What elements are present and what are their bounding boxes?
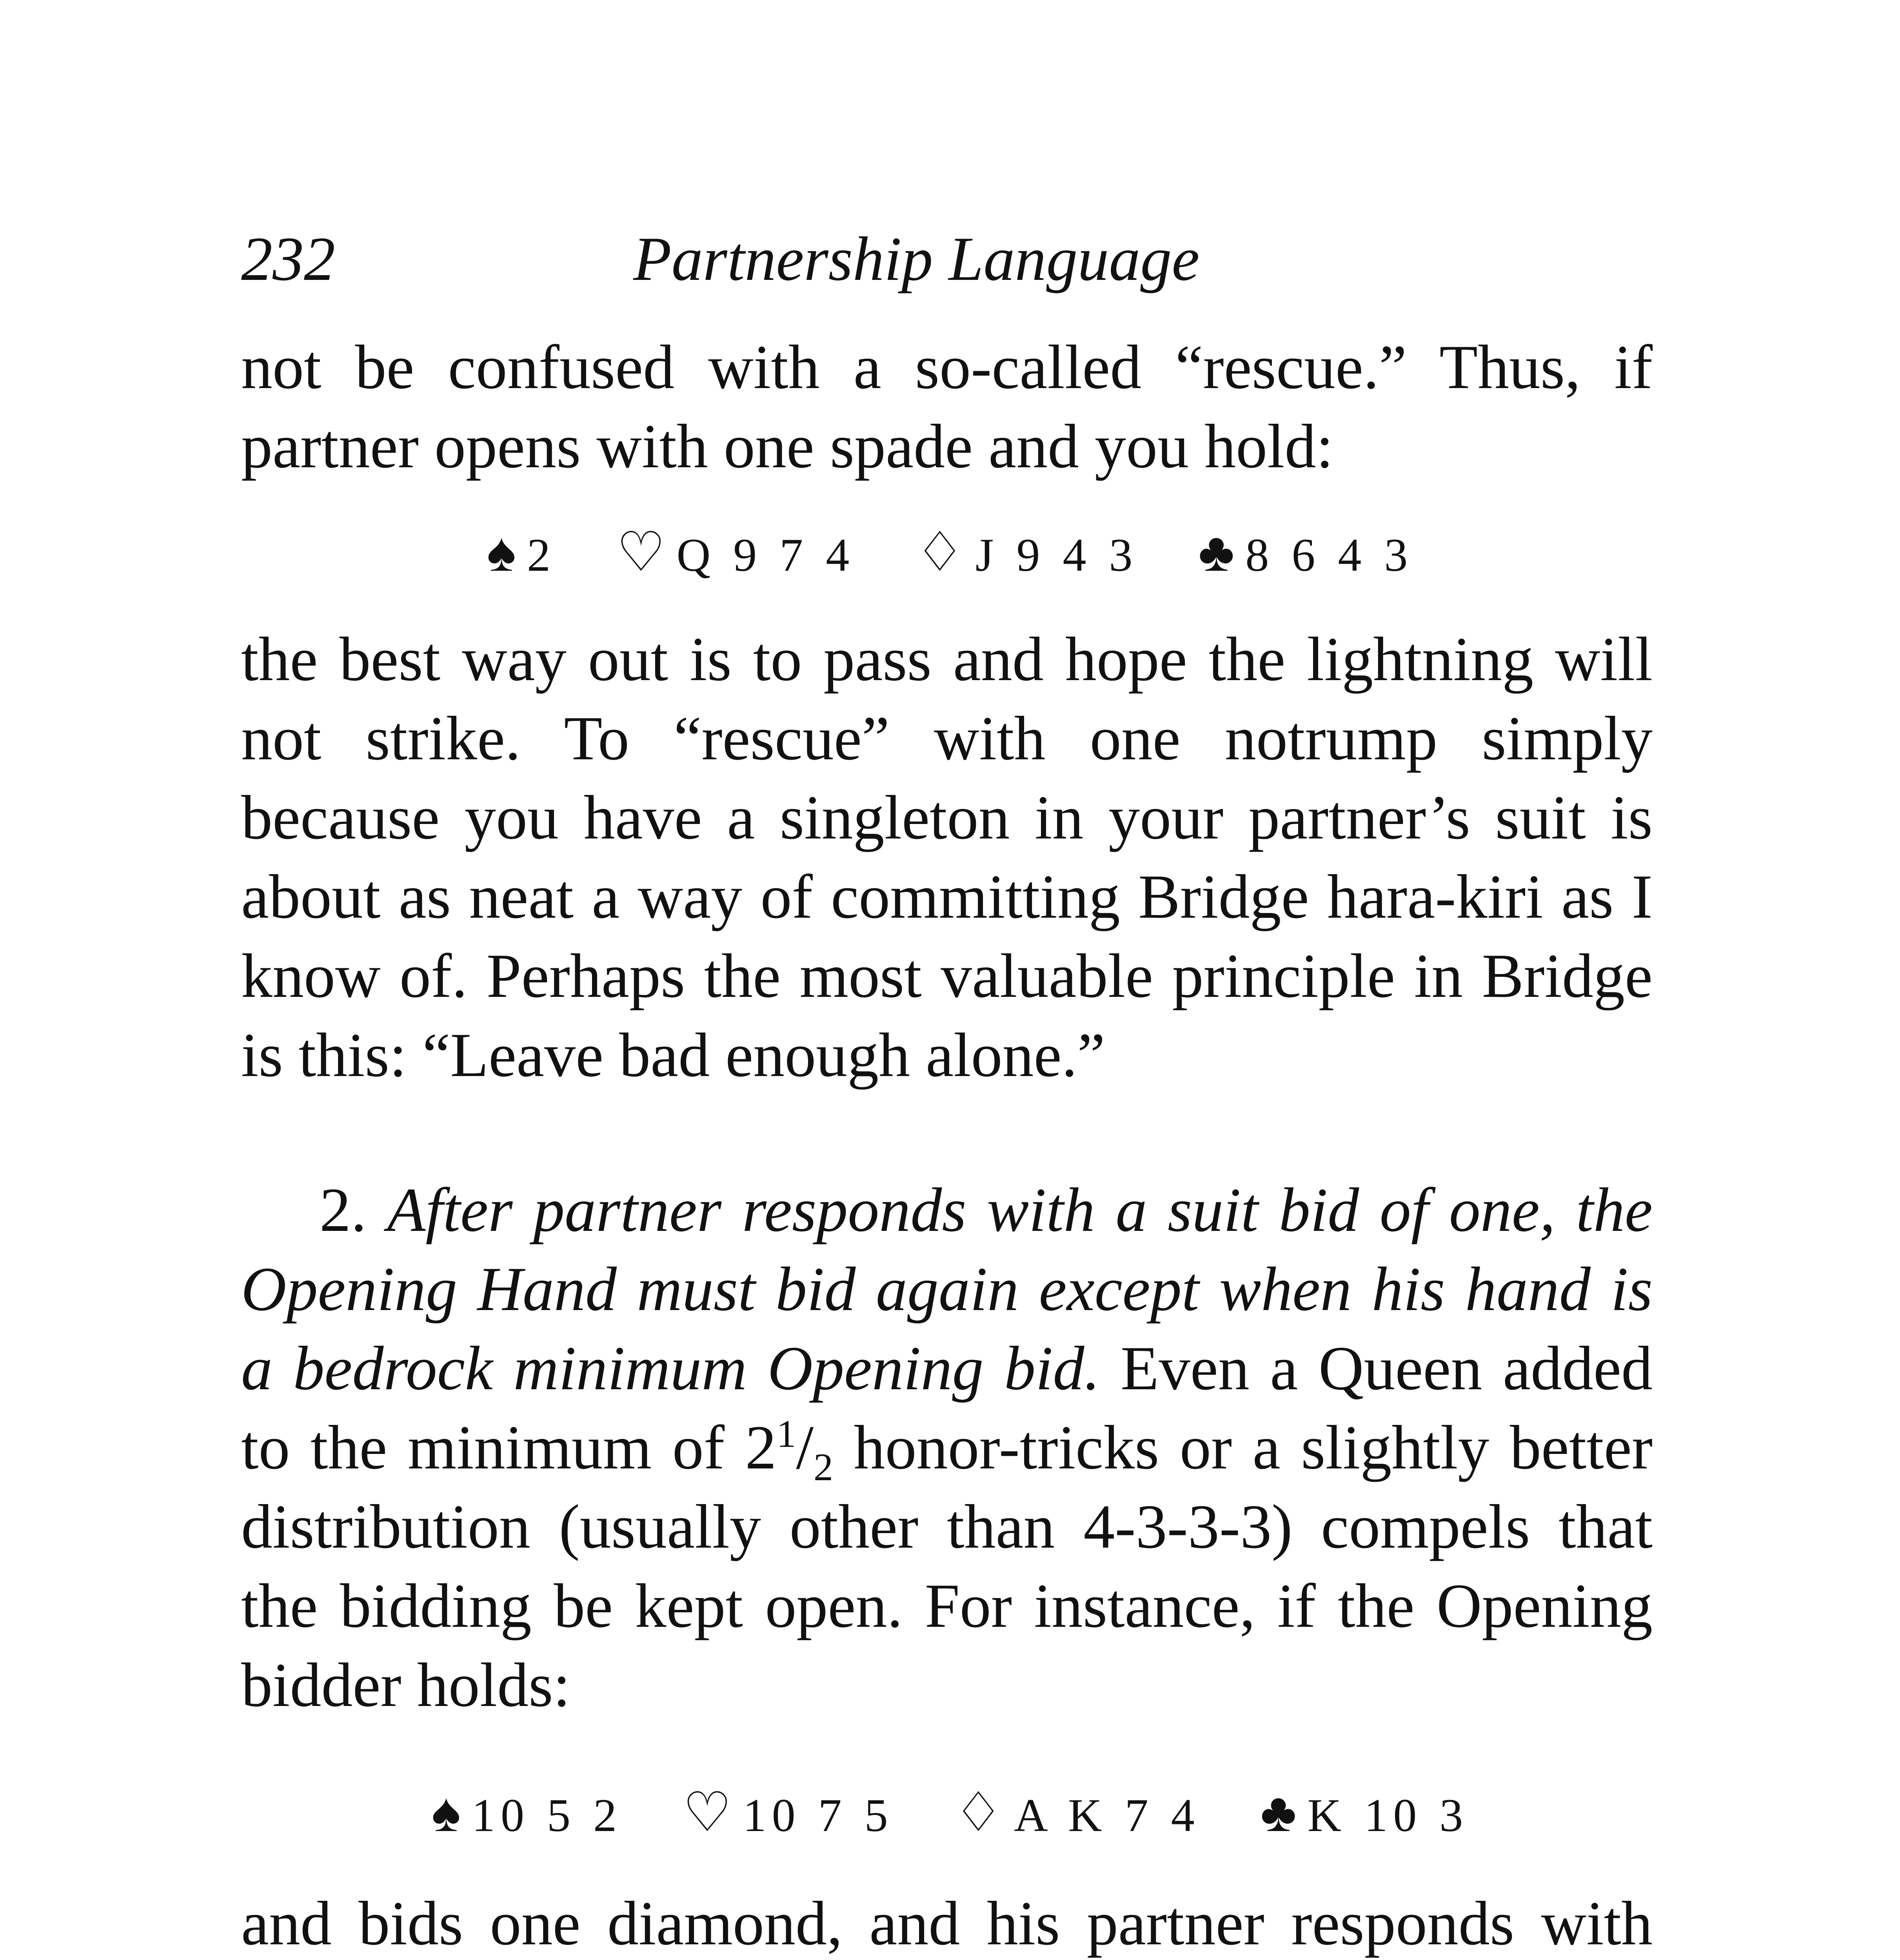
hand-2-clubs: K 10 3 xyxy=(1307,1789,1469,1841)
bridge-hand-1 xyxy=(0,521,1900,586)
fraction-denominator: 2 xyxy=(814,1445,833,1489)
hand-2-diamonds: A K 7 4 xyxy=(1014,1789,1200,1841)
fraction-slash: / xyxy=(796,1412,814,1482)
page-number: 232 xyxy=(241,224,335,294)
hand-2-hearts: 10 7 5 xyxy=(743,1789,894,1841)
hand-1-clubs: 8 6 4 3 xyxy=(1245,529,1413,581)
heart-icon: ♡ xyxy=(616,522,671,583)
hand-2-spades: 10 5 2 xyxy=(472,1789,623,1841)
diamond-icon: ♢ xyxy=(954,1782,1009,1843)
paragraph-1 xyxy=(241,327,1653,486)
paragraph-4 xyxy=(241,1884,1653,1960)
paragraph-3 xyxy=(241,1170,1653,1724)
paragraph-2 xyxy=(241,619,1653,1094)
hand-1-hearts: Q 9 7 4 xyxy=(676,529,855,581)
club-icon: ♣ xyxy=(1260,1782,1302,1843)
diamond-icon: ♢ xyxy=(915,522,970,583)
spade-icon: ♠ xyxy=(431,1782,467,1843)
heart-icon: ♡ xyxy=(683,1782,737,1843)
paragraph-3-text-b: honor-tricks or a slightly better distribution (usually other than 4-3-3-3) compels that the bidding be kept open. For instance, if the Opening bidder holds: xyxy=(241,1412,1653,1720)
paragraph-3-text-a: Even a Queen added to the minimum of 2 xyxy=(241,1333,1653,1482)
fraction-numerator: 1 xyxy=(776,1412,796,1455)
rule-number: 2. xyxy=(320,1175,367,1245)
page-header xyxy=(241,220,1653,298)
hand-1-spades: 2 xyxy=(527,529,556,581)
bridge-hand-2 xyxy=(0,1782,1900,1847)
paragraph-1-text: not be confused with a so-called “rescue.” Thus, if partner opens with one spade and you hold: xyxy=(241,332,1653,481)
running-title: Partnership Language xyxy=(633,224,1200,294)
rule-statement: After partner responds with a suit bid of one, the Opening Hand must bid again except when his hand is a bedrock minimum Opening bid. xyxy=(241,1175,1653,1403)
club-icon: ♣ xyxy=(1198,522,1240,583)
paragraph-2-text: the best way out is to pass and hope the lightning will not strike. To “rescue” with one notrump simply because you have a singleton in your partner’s suit is about as neat a way of committing Bridge hara-kiri as I know of. Perhaps the most valuable principle in Bridge is this: “Leave bad enough alone.” xyxy=(241,624,1653,1090)
hand-1-diamonds: J 9 4 3 xyxy=(975,529,1138,581)
paragraph-4-text-1: and bids one diamond, and his partner responds with xyxy=(241,1888,1653,1958)
spade-icon: ♠ xyxy=(487,522,522,583)
